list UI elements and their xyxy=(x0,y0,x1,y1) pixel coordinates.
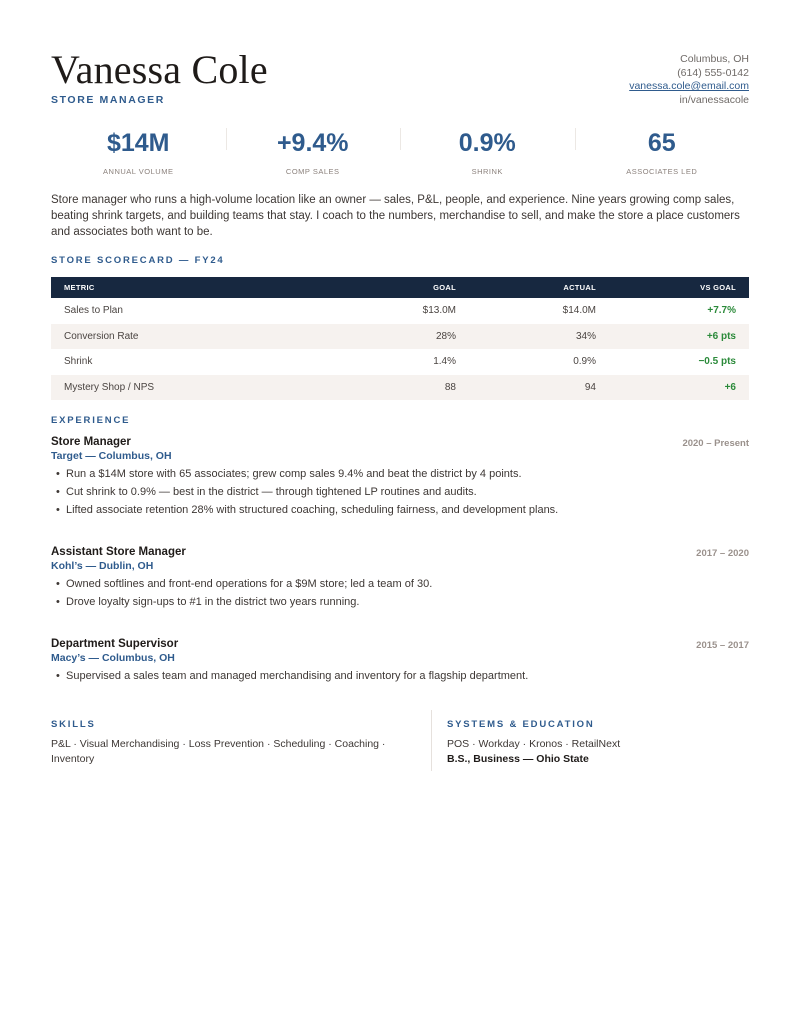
job-role: STORE MANAGER xyxy=(51,94,165,106)
metric-cell: Mystery Shop / NPS xyxy=(51,375,330,401)
job-title: Store Manager xyxy=(51,436,131,448)
stat-label: ASSOCIATES LED xyxy=(626,167,698,176)
list-item: • Cut shrink to 0.9% — best in the district — through tightened LP routines and audits. xyxy=(51,483,749,501)
goal-cell: 28% xyxy=(330,324,469,350)
table-header-row xyxy=(51,277,749,298)
email-link[interactable]: vanessa.cole@email.com xyxy=(629,80,749,92)
stat-value: $14M xyxy=(106,129,170,157)
goal-cell: 88 xyxy=(330,375,469,401)
systems-list: POS · Workday · Kronos · RetailNext xyxy=(447,738,621,750)
contact-block xyxy=(629,53,749,107)
job-dates: 2017 – 2020 xyxy=(696,548,749,559)
stat-value: 0.9% xyxy=(458,129,516,157)
stats-row xyxy=(51,126,749,182)
actual-cell: 94 xyxy=(469,375,609,401)
scorecard-heading: STORE SCORECARD — FY24 xyxy=(51,255,225,266)
table-row xyxy=(51,298,749,324)
job-title: Department Supervisor xyxy=(51,638,179,650)
skills-heading: SKILLS xyxy=(51,719,96,730)
table-row xyxy=(51,349,749,375)
stat-comp-sales xyxy=(226,126,401,182)
column-header: GOAL xyxy=(330,277,469,298)
job-entry xyxy=(51,638,749,685)
actual-cell: 34% xyxy=(469,324,609,350)
metric-cell: Sales to Plan xyxy=(64,305,123,317)
job-bullets xyxy=(51,667,749,685)
education: B.S., Business — Ohio State xyxy=(447,752,589,765)
candidate-name: Vanessa Cole xyxy=(51,47,268,92)
metric-cell: Shrink xyxy=(64,356,93,368)
job-company: Kohl’s — Dublin, OH xyxy=(51,560,154,572)
job-bullets xyxy=(51,465,749,519)
table-row xyxy=(51,324,749,350)
stat-shrink xyxy=(400,126,575,182)
stat-label: COMP SALES xyxy=(285,167,340,176)
stat-value: 65 xyxy=(647,129,676,157)
location: Columbus, OH xyxy=(680,53,749,65)
stat-value: +9.4% xyxy=(276,129,349,157)
metric-cell: Conversion Rate xyxy=(51,324,330,350)
list-item: • Lifted associate retention 28% with structured coaching, scheduling fairness, and development plans. xyxy=(51,501,749,519)
job-company: Macy’s — Columbus, OH xyxy=(51,652,175,664)
column-header: METRIC xyxy=(51,277,330,298)
job-bullets xyxy=(51,575,749,611)
goal-cell: $13.0M xyxy=(422,305,456,317)
column-header: VS GOAL xyxy=(609,277,749,298)
skills-list: P&L · Visual Merchandising · Loss Prevention · Scheduling · Coaching · Inventory xyxy=(51,738,386,765)
systems-education-section xyxy=(447,719,749,766)
column-divider xyxy=(431,710,432,771)
stat-annual-volume xyxy=(51,126,226,182)
actual-cell: 0.9% xyxy=(573,356,596,368)
job-entry xyxy=(51,546,749,611)
list-item: • Owned softlines and front-end operations for a $9M store; led a team of 30. xyxy=(51,575,749,593)
job-title: Assistant Store Manager xyxy=(51,546,186,558)
phone: (614) 555-0142 xyxy=(677,66,749,79)
experience-heading: EXPERIENCE xyxy=(51,415,131,426)
vs-goal-cell: −0.5 pts xyxy=(698,356,736,368)
job-company: Target — Columbus, OH xyxy=(51,450,172,462)
scorecard-table xyxy=(51,277,749,400)
list-item: • Run a $14M store with 65 associates; grew comp sales 9.4% and beat the district by 4 points. xyxy=(51,465,749,483)
summary-paragraph: Store manager who runs a high-volume location like an owner — sales, P&L, people, and experience. Nine years growing comp sales, beating shrink targets, and building teams that stay. I coach to the numbers, merchandise to sell, and make the store a place customers and associates both want to be. xyxy=(51,194,740,238)
goal-cell: 1.4% xyxy=(433,356,456,368)
stat-label: SHRINK xyxy=(471,167,503,176)
actual-cell: $14.0M xyxy=(562,305,596,317)
list-item: • Drove loyalty sign-ups to #1 in the district two years running. xyxy=(51,593,749,611)
stat-associates-led xyxy=(575,126,750,182)
table-row xyxy=(51,375,749,401)
column-header: ACTUAL xyxy=(469,277,609,298)
list-item: • Supervised a sales team and managed merchandising and inventory for a flagship department. xyxy=(51,667,749,685)
vs-goal-cell: +7.7% xyxy=(707,305,736,317)
linkedin: in/vanessacole xyxy=(679,93,749,106)
vs-goal-cell: +6 pts xyxy=(609,324,749,350)
job-dates: 2020 – Present xyxy=(682,438,749,449)
job-dates: 2015 – 2017 xyxy=(696,640,749,651)
stat-label: ANNUAL VOLUME xyxy=(103,167,174,176)
skills-section xyxy=(51,719,413,766)
systems-heading: SYSTEMS & EDUCATION xyxy=(447,719,595,730)
vs-goal-cell: +6 xyxy=(609,375,749,401)
job-entry xyxy=(51,436,749,519)
